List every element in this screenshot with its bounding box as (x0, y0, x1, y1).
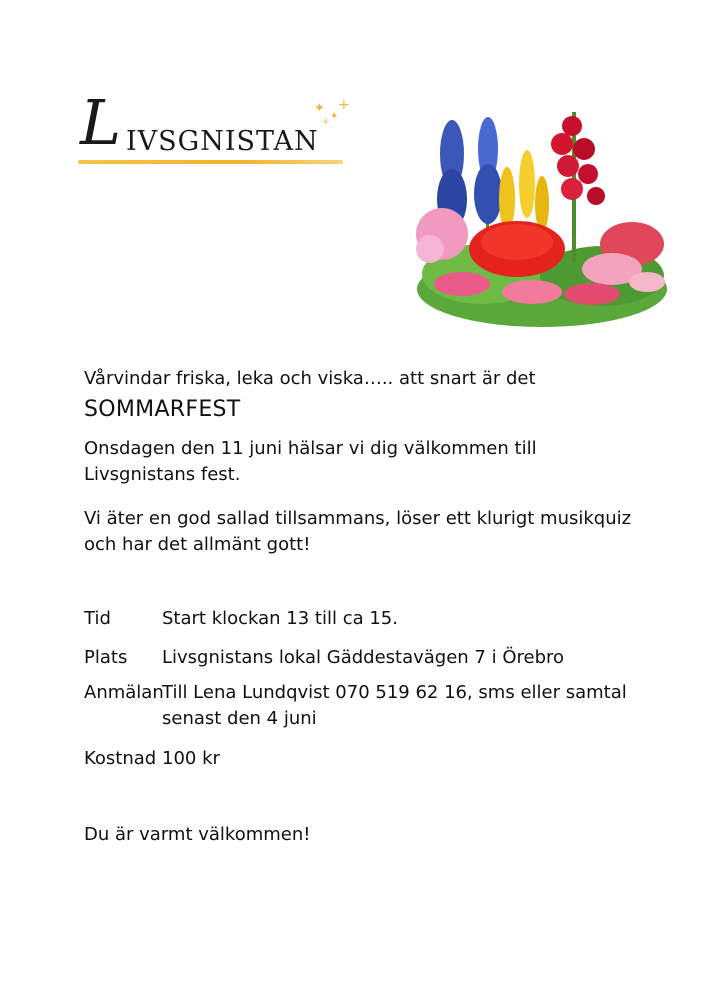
logo-underline (78, 160, 343, 164)
paragraph-activities: Vi äter en god sallad tillsammans, löser ett klurigt musikquiz och har det allmänt gott! (84, 508, 632, 555)
detail-label: Plats (84, 647, 128, 668)
detail-value: Livsgnistans lokal Gäddestavägen 7 i Örebro (162, 647, 565, 668)
logo-initial: L (80, 86, 122, 159)
logo-wordmark: IVSGNISTAN (126, 126, 319, 157)
livsgnistan-logo (78, 86, 353, 170)
detail-value: Start klockan 13 till ca 15. (162, 608, 398, 629)
sparkle-icon: ✦ (330, 111, 339, 122)
flower-garden-illustration (412, 104, 670, 330)
detail-label: Tid (84, 608, 111, 629)
sparkle-icon: + (322, 117, 330, 127)
lupin-icon (499, 150, 549, 232)
headline: SOMMARFEST (84, 397, 241, 422)
closing-text: Du är varmt välkommen! (84, 824, 311, 845)
detail-value: 100 kr (162, 748, 220, 769)
detail-label: Anmälan (84, 682, 164, 703)
paragraph-date: Onsdagen den 11 juni hälsar vi dig välkommen till Livsgnistans fest. (84, 438, 537, 485)
detail-value: Till Lena Lundqvist 070 519 62 16, sms eller samtal senast den 4 juni (162, 682, 627, 729)
intro-text: Vårvindar friska, leka och viska….. att snart är det (84, 368, 536, 389)
sparkle-icon: + (338, 97, 350, 113)
sparkle-icon: ✦ (314, 101, 325, 116)
detail-label: Kostnad (84, 748, 157, 769)
